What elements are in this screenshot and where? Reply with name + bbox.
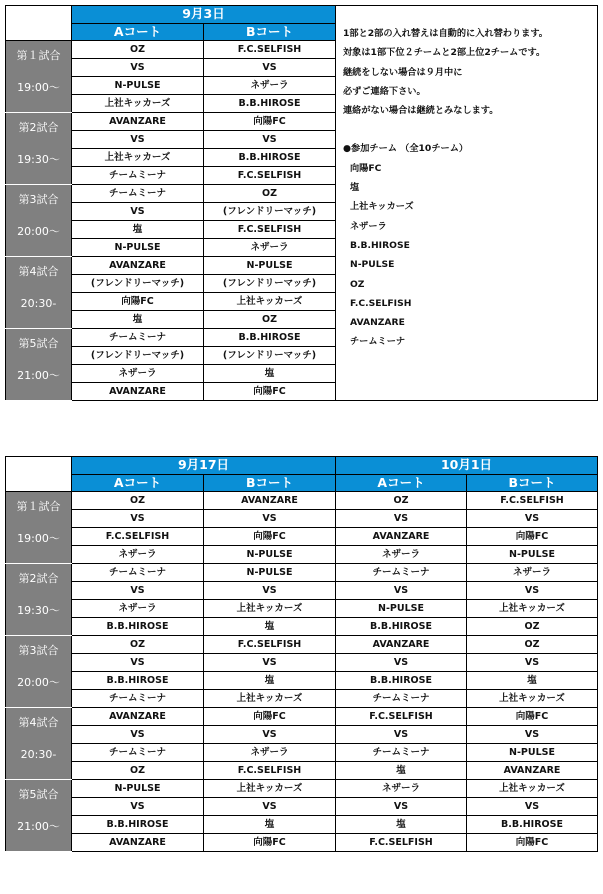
versus-label: VS [467, 582, 598, 600]
team-item: ネザーラ [350, 220, 387, 232]
time-cell [6, 780, 72, 852]
team-name: F.C.SELFISH [204, 221, 336, 239]
team-name: 塩 [204, 672, 336, 690]
referee-team: AVANZARE [72, 834, 204, 852]
team-name: 塩 [336, 816, 467, 834]
versus-label: (フレンドリーマッチ) [204, 275, 336, 293]
court-header-a: Aコート [336, 475, 467, 492]
team-name: OZ [72, 41, 204, 59]
team-name: ネザーラ [467, 564, 598, 582]
referee-team: 上社キッカーズ [467, 690, 598, 708]
team-item: AVANZARE [350, 317, 405, 329]
team-name: 向陽FC [204, 113, 336, 131]
game-label: 第5試合 [18, 337, 59, 350]
notes-content [336, 6, 597, 352]
referee-team: チームミーナ [72, 167, 204, 185]
versus-label: (フレンドリーマッチ) [72, 275, 204, 293]
versus-label: VS [467, 726, 598, 744]
time-wrap [6, 257, 71, 323]
team-item: OZ [350, 278, 365, 290]
date-header: 9月17日 [72, 457, 336, 475]
corner-cell [6, 457, 72, 492]
time-cell [6, 564, 72, 636]
note-line: 継続をしない場合は９月中に [343, 66, 463, 78]
referee-team: ネザーラ [204, 239, 336, 257]
versus-label: VS [204, 131, 336, 149]
time-cell [6, 41, 72, 113]
game-row [6, 600, 598, 618]
referee-team: 向陽FC [204, 383, 336, 401]
versus-label: (フレンドリーマッチ) [204, 347, 336, 365]
game-time: 20:30- [20, 297, 57, 310]
game-row [6, 708, 598, 726]
versus-label: VS [336, 510, 467, 528]
time-wrap [6, 329, 71, 395]
game-row [6, 672, 598, 690]
court-header-b: Bコート [204, 475, 336, 492]
game-row [6, 636, 598, 654]
team-item: N-PULSE [350, 259, 395, 271]
team-name: AVANZARE [336, 636, 467, 654]
team-name: 向陽FC [467, 708, 598, 726]
team-name: 上社キッカーズ [204, 293, 336, 311]
team-name: 向陽FC [204, 708, 336, 726]
game-time: 21:00～ [17, 369, 60, 382]
game-time: 19:30～ [17, 153, 60, 166]
versus-label: VS [204, 59, 336, 77]
versus-label: VS [72, 203, 204, 221]
court-header-b: Bコート [204, 24, 336, 41]
time-wrap [6, 564, 71, 630]
versus-label: VS [204, 510, 336, 528]
game-time: 19:00～ [17, 532, 60, 545]
team-name: AVANZARE [72, 708, 204, 726]
court-header-a: Aコート [72, 24, 204, 41]
team-name: OZ [204, 185, 336, 203]
versus-label: VS [467, 654, 598, 672]
game-row [6, 780, 598, 798]
game-row [6, 690, 598, 708]
game-label: 第2試合 [18, 121, 59, 134]
game-time: 20:00～ [17, 225, 60, 238]
team-name: B.B.HIROSE [467, 816, 598, 834]
game-row [6, 816, 598, 834]
versus-label: (フレンドリーマッチ) [72, 347, 204, 365]
team-name: 上社キッカーズ [72, 149, 204, 167]
team-name: ネザーラ [204, 77, 336, 95]
versus-label: VS [467, 510, 598, 528]
team-name: B.B.HIROSE [204, 149, 336, 167]
time-wrap [6, 636, 71, 702]
referee-team: F.C.SELFISH [336, 834, 467, 852]
team-name: B.B.HIROSE [72, 672, 204, 690]
corner-cell [6, 6, 72, 41]
game-label: 第１試合 [16, 500, 61, 513]
team-name: OZ [72, 492, 204, 510]
time-wrap [6, 185, 71, 251]
team-name: 上社キッカーズ [204, 600, 336, 618]
team-name: チームミーナ [72, 744, 204, 762]
team-item: B.B.HIROSE [350, 239, 410, 251]
game-time: 20:30- [20, 748, 57, 761]
team-name: AVANZARE [204, 492, 336, 510]
schedule-table-sept3 [5, 5, 598, 401]
game-row [6, 546, 598, 564]
versus-label: VS [204, 654, 336, 672]
team-name: 向陽FC [72, 293, 204, 311]
game-label: 第5試合 [18, 788, 59, 801]
game-row [6, 618, 598, 636]
team-item: チームミーナ [350, 336, 406, 348]
time-wrap [6, 41, 71, 107]
referee-team: F.C.SELFISH [204, 762, 336, 780]
game-time: 19:00～ [17, 81, 60, 94]
referee-team: ネザーラ [72, 546, 204, 564]
note-line: 対象は1部下位２チームと2部上位2チームです。 [343, 47, 546, 59]
schedule-table-sept17-oct1 [5, 456, 598, 852]
team-item: F.C.SELFISH [350, 297, 412, 309]
versus-label: VS [336, 798, 467, 816]
versus-label: VS [204, 726, 336, 744]
referee-team: OZ [467, 618, 598, 636]
team-name: チームミーナ [72, 185, 204, 203]
referee-team: N-PULSE [204, 546, 336, 564]
referee-team: AVANZARE [72, 383, 204, 401]
team-name: 上社キッカーズ [204, 780, 336, 798]
team-name: チームミーナ [72, 329, 204, 347]
referee-team: 塩 [336, 762, 467, 780]
team-name: OZ [72, 636, 204, 654]
versus-label: VS [204, 582, 336, 600]
game-label: 第3試合 [18, 193, 59, 206]
game-label: 第１試合 [16, 49, 61, 62]
referee-team: OZ [72, 762, 204, 780]
versus-label: VS [467, 798, 598, 816]
referee-team: B.B.HIROSE [336, 618, 467, 636]
team-name: ネザーラ [336, 780, 467, 798]
team-item: 上社キッカーズ [350, 201, 414, 213]
date-header: 10月1日 [336, 457, 598, 475]
referee-team: 上社キッカーズ [204, 690, 336, 708]
game-row [6, 762, 598, 780]
court-header-a: Aコート [72, 475, 204, 492]
team-name: チームミーナ [336, 744, 467, 762]
referee-team: チームミーナ [72, 690, 204, 708]
versus-label: VS [204, 798, 336, 816]
time-cell [6, 113, 72, 185]
time-wrap [6, 113, 71, 179]
teams-heading: ●参加チーム （全10チーム） [343, 143, 469, 155]
team-name: 塩 [204, 816, 336, 834]
game-row [6, 654, 598, 672]
schedule-body [6, 457, 598, 852]
referee-team: 塩 [204, 618, 336, 636]
team-name: 上社キッカーズ [467, 780, 598, 798]
team-name: F.C.SELFISH [204, 41, 336, 59]
time-cell [6, 329, 72, 401]
time-cell [6, 708, 72, 780]
team-name: ネザーラ [72, 600, 204, 618]
team-name: OZ [467, 636, 598, 654]
game-row [6, 510, 598, 528]
team-name: チームミーナ [336, 564, 467, 582]
game-row [6, 744, 598, 762]
schedule-body [6, 6, 598, 401]
referee-team: B.B.HIROSE [72, 618, 204, 636]
versus-label: VS [72, 726, 204, 744]
team-name: 塩 [467, 672, 598, 690]
team-name: N-PULSE [72, 780, 204, 798]
team-name: B.B.HIROSE [204, 329, 336, 347]
team-name: F.C.SELFISH [336, 708, 467, 726]
game-time: 20:00～ [17, 676, 60, 689]
versus-label: VS [72, 582, 204, 600]
game-label: 第3試合 [18, 644, 59, 657]
team-name: B.B.HIROSE [72, 816, 204, 834]
versus-label: VS [336, 582, 467, 600]
team-name: AVANZARE [336, 528, 467, 546]
team-name: AVANZARE [72, 113, 204, 131]
game-row [6, 528, 598, 546]
team-item: 塩 [350, 182, 360, 194]
note-spacer [343, 120, 597, 139]
game-label: 第4試合 [18, 716, 59, 729]
time-cell [6, 257, 72, 329]
game-row [6, 492, 598, 510]
time-cell [6, 185, 72, 257]
note-line: 1部と2部の入れ替えは自動的に入れ替わります。 [343, 28, 548, 39]
versus-label: VS [72, 510, 204, 528]
referee-team: N-PULSE [72, 239, 204, 257]
team-name: N-PULSE [467, 744, 598, 762]
game-row [6, 564, 598, 582]
referee-team: 上社キッカーズ [72, 95, 204, 113]
team-name: 向陽FC [467, 528, 598, 546]
time-wrap [6, 492, 71, 558]
game-row [6, 582, 598, 600]
team-item: 向陽FC [350, 162, 382, 174]
referee-team: チームミーナ [336, 690, 467, 708]
versus-label: VS [72, 798, 204, 816]
team-name: N-PULSE [336, 600, 467, 618]
note-line: 必ずご連絡下さい。 [343, 85, 426, 97]
team-name: AVANZARE [72, 257, 204, 275]
team-name: ネザーラ [72, 365, 204, 383]
game-row [6, 834, 598, 852]
team-name: 向陽FC [204, 528, 336, 546]
date-header: 9月3日 [72, 6, 336, 24]
team-name: 塩 [72, 221, 204, 239]
team-name: B.B.HIROSE [336, 672, 467, 690]
time-cell [6, 492, 72, 564]
team-name: N-PULSE [204, 257, 336, 275]
referee-team: OZ [204, 311, 336, 329]
referee-team: 向陽FC [204, 834, 336, 852]
team-name: OZ [336, 492, 467, 510]
game-time: 19:30～ [17, 604, 60, 617]
note-line: 連絡がない場合は継続とみなします。 [343, 105, 499, 117]
versus-label: VS [336, 726, 467, 744]
court-header-b: Bコート [467, 475, 598, 492]
team-name: ネザーラ [204, 744, 336, 762]
referee-team: F.C.SELFISH [204, 167, 336, 185]
game-row [6, 798, 598, 816]
game-label: 第4試合 [18, 265, 59, 278]
game-label: 第2試合 [18, 572, 59, 585]
team-name: F.C.SELFISH [72, 528, 204, 546]
versus-label: VS [72, 654, 204, 672]
versus-label: (フレンドリーマッチ) [204, 203, 336, 221]
time-cell [6, 636, 72, 708]
game-time: 21:00～ [17, 820, 60, 833]
referee-team: ネザーラ [336, 546, 467, 564]
referee-team: 向陽FC [467, 834, 598, 852]
team-name: F.C.SELFISH [204, 636, 336, 654]
notes-panel [336, 6, 598, 401]
team-name: N-PULSE [204, 564, 336, 582]
referee-team: B.B.HIROSE [204, 95, 336, 113]
team-name: チームミーナ [72, 564, 204, 582]
team-name: 上社キッカーズ [467, 600, 598, 618]
time-wrap [6, 708, 71, 774]
referee-team: N-PULSE [467, 546, 598, 564]
versus-label: VS [336, 654, 467, 672]
versus-label: VS [72, 59, 204, 77]
time-wrap [6, 780, 71, 846]
game-row [6, 726, 598, 744]
versus-label: VS [72, 131, 204, 149]
team-name: F.C.SELFISH [467, 492, 598, 510]
team-name: 塩 [204, 365, 336, 383]
referee-team: 塩 [72, 311, 204, 329]
referee-team: AVANZARE [467, 762, 598, 780]
team-name: N-PULSE [72, 77, 204, 95]
